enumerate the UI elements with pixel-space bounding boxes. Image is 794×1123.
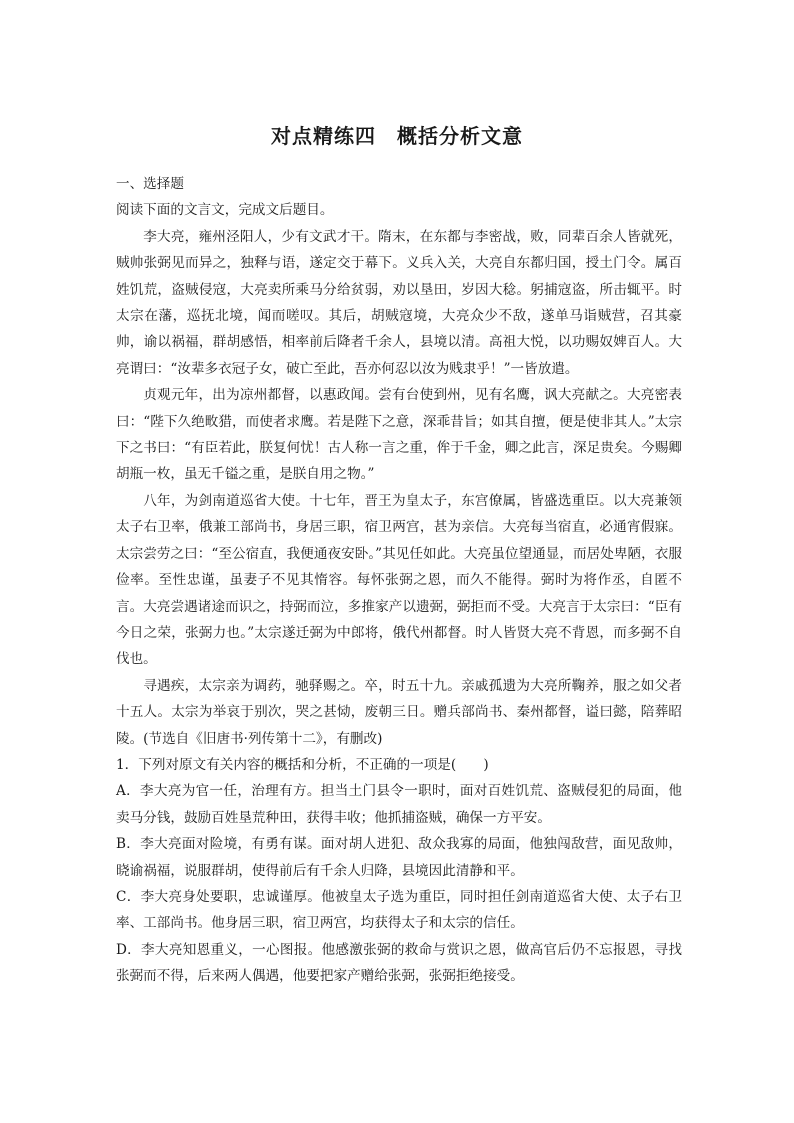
option-d: D．李大亮知恩重义，一心图报。他感激张弼的救命与赏识之恩，做高官后仍不忘报恩，寻找张弼而不得，后来两人偶遇，他要把家产赠给张弼，张弼拒绝接受。: [116, 941, 682, 985]
page-title: 对点精练四 概括分析文意: [271, 124, 523, 148]
passage-paragraph-3: 八年，为剑南道巡省大使。十七年，晋王为皇太子，东宫僚属，皆盛选重臣。以大亮兼领太子右卫率，俄兼工部尚书，身居三职，宿卫两宫，甚为亲信。大亮每当宿直，必通宵假寐。太宗尝劳之曰：“至公宿直，我便通夜安卧。”其见任如此。大亮虽位望通显，而居处卑陋，衣服俭率。至性忠谨，虽妻子不见其惰容。每怀张弼之恩，而久不能得。弼时为将作丞，自匿不言。大亮尝遇诸途而识之，持弼而泣，多推家产以遗弼，弼拒而不受。大亮言于太宗曰：“臣有今日之荣，张弼力也。”太宗遂迁弼为中郎将，俄代州都督。时人皆贤大亮不背恩，而多弼不自伐也。: [116, 492, 682, 668]
question-stem: 1．下列对原文有关内容的概括和分析，不正确的一项是( ): [116, 756, 489, 773]
passage-paragraph-4: 寻遇疾，太宗亲为调药，驰驿赐之。卒，时五十九。亲戚孤遗为大亮所鞠养，服之如父者十五人。太宗为举哀于别次，哭之甚恸，废朝三日。赠兵部尚书、秦州都督，谥曰懿，陪葬昭陵。(节选自《旧唐书·列传第十二》，有删改): [116, 677, 682, 747]
option-c: C．李大亮身处要职，忠诚谨厚。他被皇太子选为重臣，同时担任剑南道巡省大使、太子右卫率、工部尚书。他身居三职，宿卫两宫，均获得太子和太宗的信任。: [116, 888, 682, 932]
passage-paragraph-1: 李大亮，雍州泾阳人，少有文武才干。隋末，在东都与李密战，败，同辈百余人皆就死，贼帅张弼见而异之，独释与语，遂定交于幕下。义兵入关，大亮自东都归国，授土门令。属百姓饥荒，盗贼侵寇，大亮卖所乘马分给贫弱，劝以垦田，岁因大稔。躬捕寇盗，所击辄平。时太宗在藩，巡抚北境，闻而嗟叹。其后，胡贼寇境，大亮众少不敌，遂单马诣贼营，召其豪帅，谕以祸福，群胡感悟，相率前后降者千余人，县境以清。高祖大悦，以功赐奴婢百人。大亮谓曰：“汝辈多衣冠子女，破亡至此，吾亦何忍以汝为贱隶乎！”一皆放遣。: [116, 228, 682, 377]
section-heading: 一、选择题: [116, 176, 184, 192]
passage-paragraph-2: 贞观元年，出为凉州都督，以惠政闻。尝有台使到州，见有名鹰，讽大亮献之。大亮密表曰：“陛下久绝畋猎，而使者求鹰。若是陛下之意，深乖昔旨；如其自擅，便是使非其人。”太宗下之书曰：“有臣若此，朕复何忧！古人称一言之重，侔于千金，卿之此言，深足贵矣。今赐卿胡瓶一枚，虽无千镒之重，是朕自用之物。”: [116, 387, 682, 483]
option-b: B．李大亮面对险境，有勇有谋。面对胡人进犯、敌众我寡的局面，他独闯敌营，面见敌帅，晓谕祸福，说服群胡，使得前后有千余人归降，县境因此清静和平。: [116, 836, 682, 879]
instruction-text: 阅读下面的文言文，完成文后题目。: [116, 202, 334, 219]
option-a: A．李大亮为官一任，治理有方。担当土门县令一职时，面对百姓饥荒、盗贼侵犯的局面，他卖马分钱，鼓励百姓垦荒种田，获得丰收；他抓捕盗贼，确保一方平安。: [116, 783, 682, 826]
content-body: [116, 171, 682, 990]
